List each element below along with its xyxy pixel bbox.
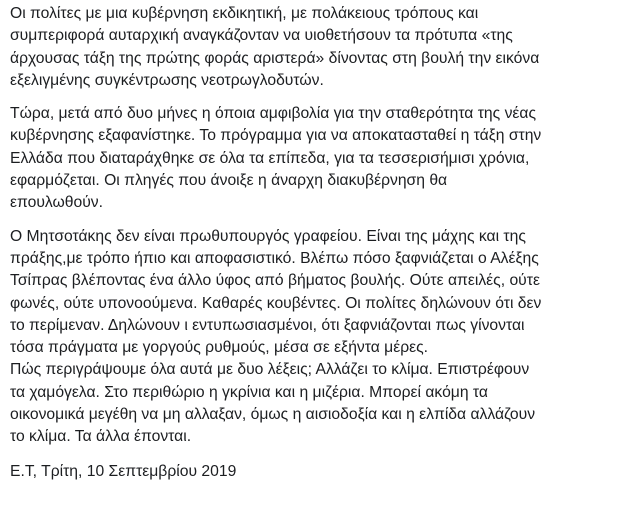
text-line: κυβέρνησης εξαφανίστηκε. Το πρόγραμμα για να αποκατασταθεί η τάξη στην <box>10 127 542 145</box>
paragraph-1 <box>10 3 607 92</box>
text-line: φωνές, ούτε υπονοούμενα. Καθαρές κουβέντες. Οι πολίτες δηλώνουν ότι δεν <box>10 294 542 312</box>
text-line: Ελλάδα που διαταράχθηκε σε όλα τα επίπεδα, για τα τεσσερισήμισι χρόνια, <box>10 149 530 167</box>
text-line: συμπεριφορά αυταρχική αναγκάζονταν να υιοθετήσουν τα πρότυπα «της <box>10 27 513 45</box>
post-signature <box>10 461 607 483</box>
text-line: Οι πολίτες με μια κυβέρνηση εκδικητική, με πολάκειους τρόπους και <box>10 5 479 22</box>
text-line: τα χαμόγελα. Στο περιθώριο η γκρίνια και η μιζέρια. Μπορεί ακόμη τα <box>10 383 488 401</box>
text-line: τόσα πράγματα με γοργούς ρυθμούς, μέσα σε εξήντα μέρες. <box>10 339 429 357</box>
paragraph-4 <box>10 359 607 448</box>
text-line: Τώρα, μετά από δυο μήνες η όποια αμφιβολία για την σταθερότητα της νέας <box>10 105 537 123</box>
text-line: Τσίπρας βλέποντας ένα άλλο ύφος από βήματος βουλής. Ούτε απειλές, ούτε <box>10 272 540 290</box>
text-line: άρχουσας τάξη της πρώτης φοράς αριστερά» δίνοντας στη βουλή την εικόνα <box>10 49 540 67</box>
paragraph-3 <box>10 226 607 360</box>
text-line: οικονομικά μεγέθη να μη αλλαξαν, όμως η αισιοδοξία και η ελπίδα αλλάζουν <box>10 406 536 424</box>
text-line: Πώς περιγράψουμε όλα αυτά με δυο λέξεις; Αλλάζει το κλίμα. Επιστρέφουν <box>10 361 530 379</box>
paragraph-2 <box>10 103 607 214</box>
text-line: εφαρμόζεται. Οι πληγές που άνοιξε η άναρχη διακυβέρνηση θα <box>10 172 448 190</box>
text-line: το κλίμα. Τα άλλα έπονται. <box>10 428 192 446</box>
text-line: εξελιγμένης συγκέντρωσης νεοτρωγλοδυτών. <box>10 71 324 89</box>
text-line: επουλωθούν. <box>10 194 103 212</box>
text-line: το περίμεναν. Δηλώνουν ι εντυπωσιασμένοι, ότι ξαφνιάζονται πως γίνονται <box>10 316 525 334</box>
signature-line: Ε.Τ, Τρίτη, 10 Σεπτεμβρίου 2019 <box>10 462 237 480</box>
text-line: πράξης,με τρόπο ήπιο και αποφασιστικό. Βλέπω πόσο ξαφνιάζεται ο Αλέξης <box>10 249 539 267</box>
text-line: Ο Μητσοτάκης δεν είναι πρωθυπουργός γραφείου. Είναι της μάχης και της <box>10 227 526 245</box>
